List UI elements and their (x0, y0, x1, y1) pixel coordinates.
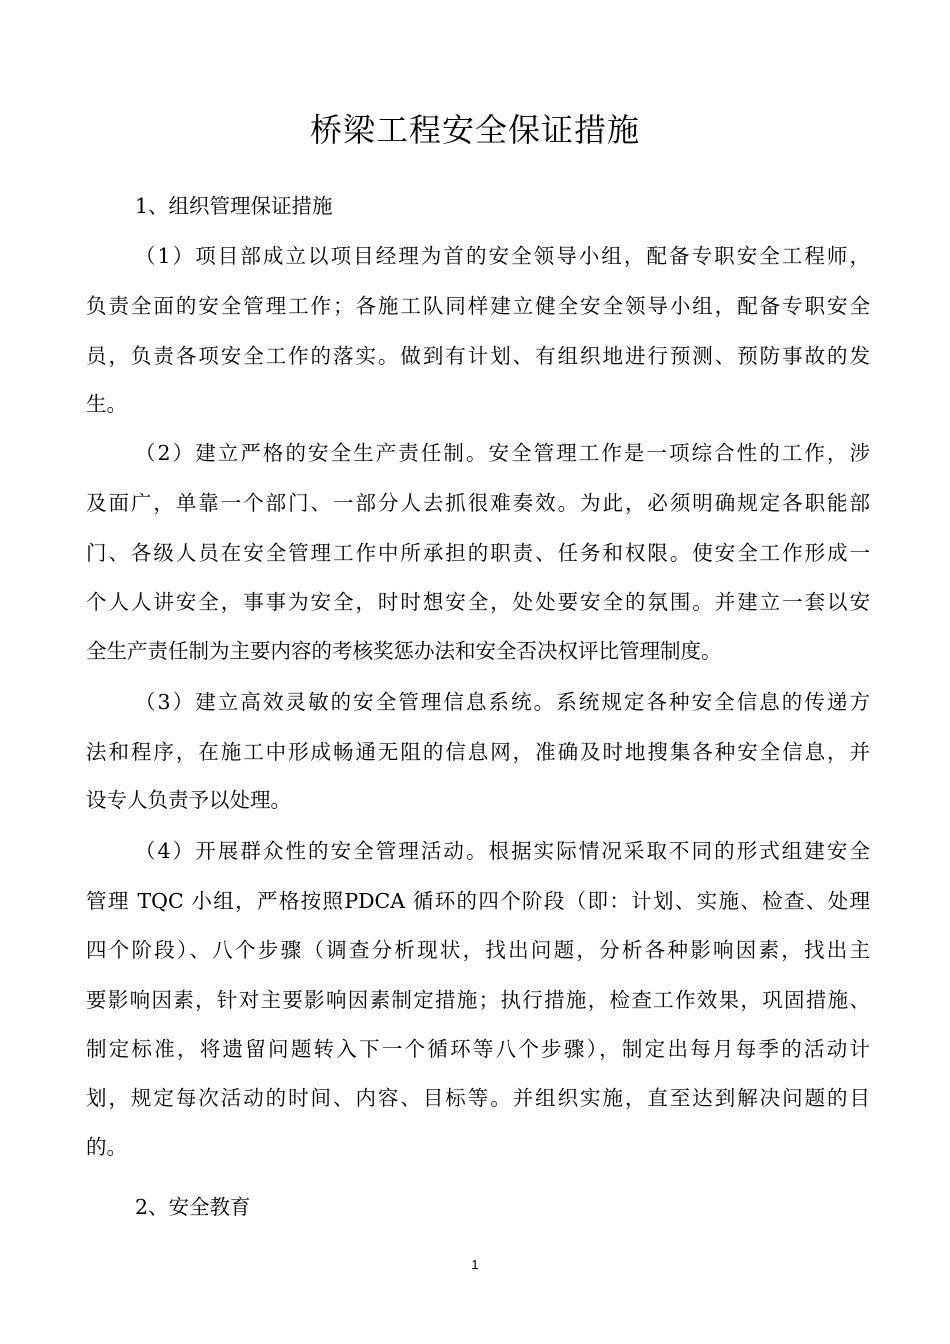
section-heading-1: 1、组织管理保证措施 (135, 194, 333, 218)
paragraph-2-line-3: 门、各级人员在安全管理工作中所承担的职责、任务和权限。使安全工作形成一 (86, 541, 870, 565)
paragraph-4-line-5: 制定标准，将遗留问题转入下一个循环等八个步骤），制定出每月每季的活动计 (86, 1037, 870, 1061)
paragraph-2-line-1: （2）建立严格的安全生产责任制。安全管理工作是一项综合性的工作，涉 (135, 441, 870, 465)
paragraph-4-line-6: 划，规定每次活动的时间、内容、目标等。并组织实施，直至达到解决问题的目 (86, 1086, 870, 1110)
paragraph-4-line-1: （4）开展群众性的安全管理活动。根据实际情况采取不同的形式组建安全 (135, 839, 870, 863)
paragraph-3-line-3: 设专人负责予以处理。 (86, 788, 291, 812)
paragraph-2-line-5: 全生产责任制为主要内容的考核奖惩办法和安全否决权评比管理制度。 (86, 639, 722, 663)
paragraph-1-line-2: 负责全面的安全管理工作；各施工队同样建立健全安全领导小组，配备专职安全 (86, 294, 870, 318)
paragraph-1-line-4: 生。 (86, 392, 127, 416)
paragraph-4-line-2: 管理 TQC 小组，严格按照PDCA 循环的四个阶段（即：计划、实施、检查、处理 (86, 889, 870, 913)
paragraph-3-line-2: 法和程序，在施工中形成畅通无阻的信息网，准确及时地搜集各种安全信息，并 (86, 740, 870, 764)
paragraph-1-line-3: 员，负责各项安全工作的落实。做到有计划、有组织地进行预测、预防事故的发 (86, 344, 870, 368)
paragraph-4-line-3: 四个阶段）、八个步骤（调查分析现状，找出问题，分析各种影响因素，找出主 (86, 938, 870, 962)
paragraph-2-line-2: 及面广，单靠一个部门、一部分人去抓很难奏效。为此，必须明确规定各职能部 (86, 491, 870, 515)
paragraph-2-line-4: 个人人讲安全，事事为安全，时时想安全，处处要安全的氛围。并建立一套以安 (86, 590, 870, 614)
paragraph-4-line-4: 要影响因素，针对主要影响因素制定措施；执行措施，检查工作效果，巩固措施、 (86, 988, 870, 1012)
paragraph-1-line-1: （1）项目部成立以项目经理为首的安全领导小组，配备专职安全工程师， (135, 244, 870, 268)
section-heading-2: 2、安全教育 (135, 1195, 251, 1219)
paragraph-4-line-7: 的。 (86, 1135, 127, 1159)
document-title: 桥梁工程安全保证措施 (309, 111, 640, 149)
page-number: 1 (471, 1257, 479, 1272)
paragraph-3-line-1: （3）建立高效灵敏的安全管理信息系统。系统规定各种安全信息的传递方 (135, 690, 870, 714)
